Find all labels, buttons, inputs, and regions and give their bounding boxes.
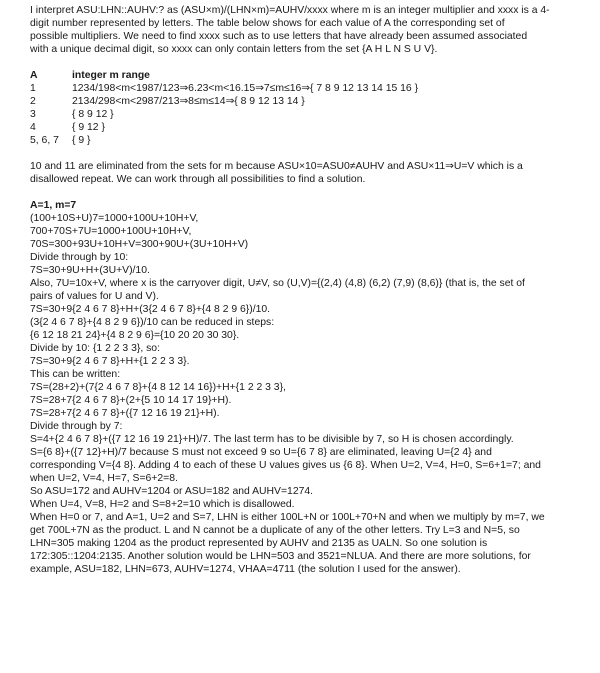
cell-m-range: { 8 9 12 } xyxy=(72,109,114,120)
header-m-range: integer m range xyxy=(72,70,150,81)
body-line: when U=2, V=4, H=7, S=6+2=8. xyxy=(30,473,178,484)
body-line: 7S=28+7{2 4 6 7 8}+({7 12 16 19 21}+H). xyxy=(30,408,220,419)
cell-m-range: 1234/198<m<1987/123⇒6.23<m<16.15⇒7≤m≤16⇒{ 7 8 9 12 13 14 15 16 } xyxy=(72,83,419,94)
intro-paragraph xyxy=(30,4,590,56)
body-line: LHN=305 making 1204 as the product represented by AUHV and 2135 as UALN. So one solution is xyxy=(30,538,488,549)
cell-a-value: 2 xyxy=(30,96,36,107)
body-line: (100+10S+U)7=1000+100U+10H+V, xyxy=(30,213,199,224)
intro-line: with a unique decimal digit, so xxxx can only contain letters from the set {A H L N S U V}. xyxy=(30,44,438,55)
body-line: {6 12 18 21 24}+{4 8 2 9 6}={10 20 20 30 30}. xyxy=(30,330,240,341)
body-line: 700+70S+7U=1000+100U+10H+V, xyxy=(30,226,192,237)
intro-line: possible multipliers. We need to find xxxx such as to use letters that have already been assumed associated xyxy=(30,31,528,42)
intro-line: I interpret ASU:LHN::AUHV:? as (ASU×m)/(LHN×m)=AUHV/xxxx where m is an integer multiplier and xxxx is a 4- xyxy=(30,5,550,16)
body-line: 172:305::1204:2135. Another solution would be LHN=503 and 3521=NLUA. And there are more solutions, for xyxy=(30,551,531,562)
elimination-line: disallowed repeat. We can work through all possibilities to find a solution. xyxy=(30,174,366,185)
body-line: pairs of values for U and V). xyxy=(30,291,159,302)
cell-m-range: { 9 } xyxy=(72,135,91,146)
body-line: (3{2 4 6 7 8}+{4 8 2 9 6})/10 can be reduced in steps: xyxy=(30,317,275,328)
body-line: Divide by 10: {1 2 2 3 3}, so: xyxy=(30,343,160,354)
cell-a-value: 5, 6, 7 xyxy=(30,135,59,146)
body-line: Divide through by 10: xyxy=(30,252,129,263)
case-heading: A=1, m=7 xyxy=(30,200,77,211)
cell-a-value: 3 xyxy=(30,109,36,120)
body-line: When H=0 or 7, and A=1, U=2 and S=7, LHN is either 100L+N or 100L+70+N and when we multiply by m=7, we xyxy=(30,512,545,523)
body-line: Divide through by 7: xyxy=(30,421,123,432)
body-line: 7S=30+9U+H+(3U+V)/10. xyxy=(30,265,150,276)
body-line: S={6 8}+({7 12}+H)/7 because S must not exceed 9 so U={6 7 8} are eliminated, leaving U={2 4} and xyxy=(30,447,492,458)
body-line: 7S=(28+2)+(7{2 4 6 7 8}+{4 8 12 14 16})+H+{1 2 2 3 3}, xyxy=(30,382,286,393)
body-line: corresponding V={4 8}. Adding 4 to each of these U values gives us {6 8}. When U=2, V=4, H=0, S=6+1=7; and xyxy=(30,460,541,471)
spacer xyxy=(30,186,590,199)
table-row xyxy=(30,134,590,147)
cell-m-range: { 9 12 } xyxy=(72,122,105,133)
body-line: get 700L+7N as the product. L and N cannot be a duplicate of any of the other letters. Try L=3 and N=5, so xyxy=(30,525,520,536)
body-line: S=4+{2 4 6 7 8}+({7 12 16 19 21}+H)/7. The last term has to be divisible by 7, so H is chosen accordingly. xyxy=(30,434,514,445)
derivation-body xyxy=(30,212,590,576)
spacer xyxy=(30,56,590,69)
body-line: example, ASU=182, LHN=673, AUHV=1274, VHAA=4711 (the solution I used for the answer). xyxy=(30,564,461,575)
intro-line: digit number represented by letters. The table below shows for each value of A the corresponding set of xyxy=(30,18,505,29)
body-line: 7S=30+9{2 4 6 7 8}+H+{1 2 2 3 3}. xyxy=(30,356,190,367)
multiplier-table xyxy=(30,69,590,147)
body-line: So ASU=172 and AUHV=1204 or ASU=182 and AUHV=1274. xyxy=(30,486,314,497)
body-line: Also, 7U=10x+V, where x is the carryover digit, U≠V, so (U,V)={(2,4) (4,8) (6,2) (7,9) (8,6)} (that is, the set of xyxy=(30,278,525,289)
table-rows xyxy=(30,82,590,147)
cell-a-value: 4 xyxy=(30,122,36,133)
table-header xyxy=(30,69,590,82)
table-row xyxy=(30,108,590,121)
elimination-paragraph xyxy=(30,160,590,186)
table-row xyxy=(30,82,590,95)
body-line: When U=4, V=8, H=2 and S=8+2=10 which is disallowed. xyxy=(30,499,295,510)
header-a: A xyxy=(30,70,38,81)
table-row xyxy=(30,121,590,134)
body-line: 7S=30+9{2 4 6 7 8}+H+(3{2 4 6 7 8}+{4 8 2 9 6})/10. xyxy=(30,304,271,315)
body-line: 70S=300+93U+10H+V=300+90U+(3U+10H+V) xyxy=(30,239,249,250)
table-row xyxy=(30,95,590,108)
body-line: 7S=28+7{2 4 6 7 8}+(2+{5 10 14 17 19}+H). xyxy=(30,395,232,406)
elimination-line: 10 and 11 are eliminated from the sets for m because ASU×10=ASU0≠AUHV and ASU×11⇒U=V which is a xyxy=(30,161,523,172)
cell-a-value: 1 xyxy=(30,83,36,94)
spacer xyxy=(30,147,590,160)
cell-m-range: 2134/298<m<2987/213⇒8≤m≤14⇒{ 8 9 12 13 14 } xyxy=(72,96,305,107)
body-line: This can be written: xyxy=(30,369,121,380)
